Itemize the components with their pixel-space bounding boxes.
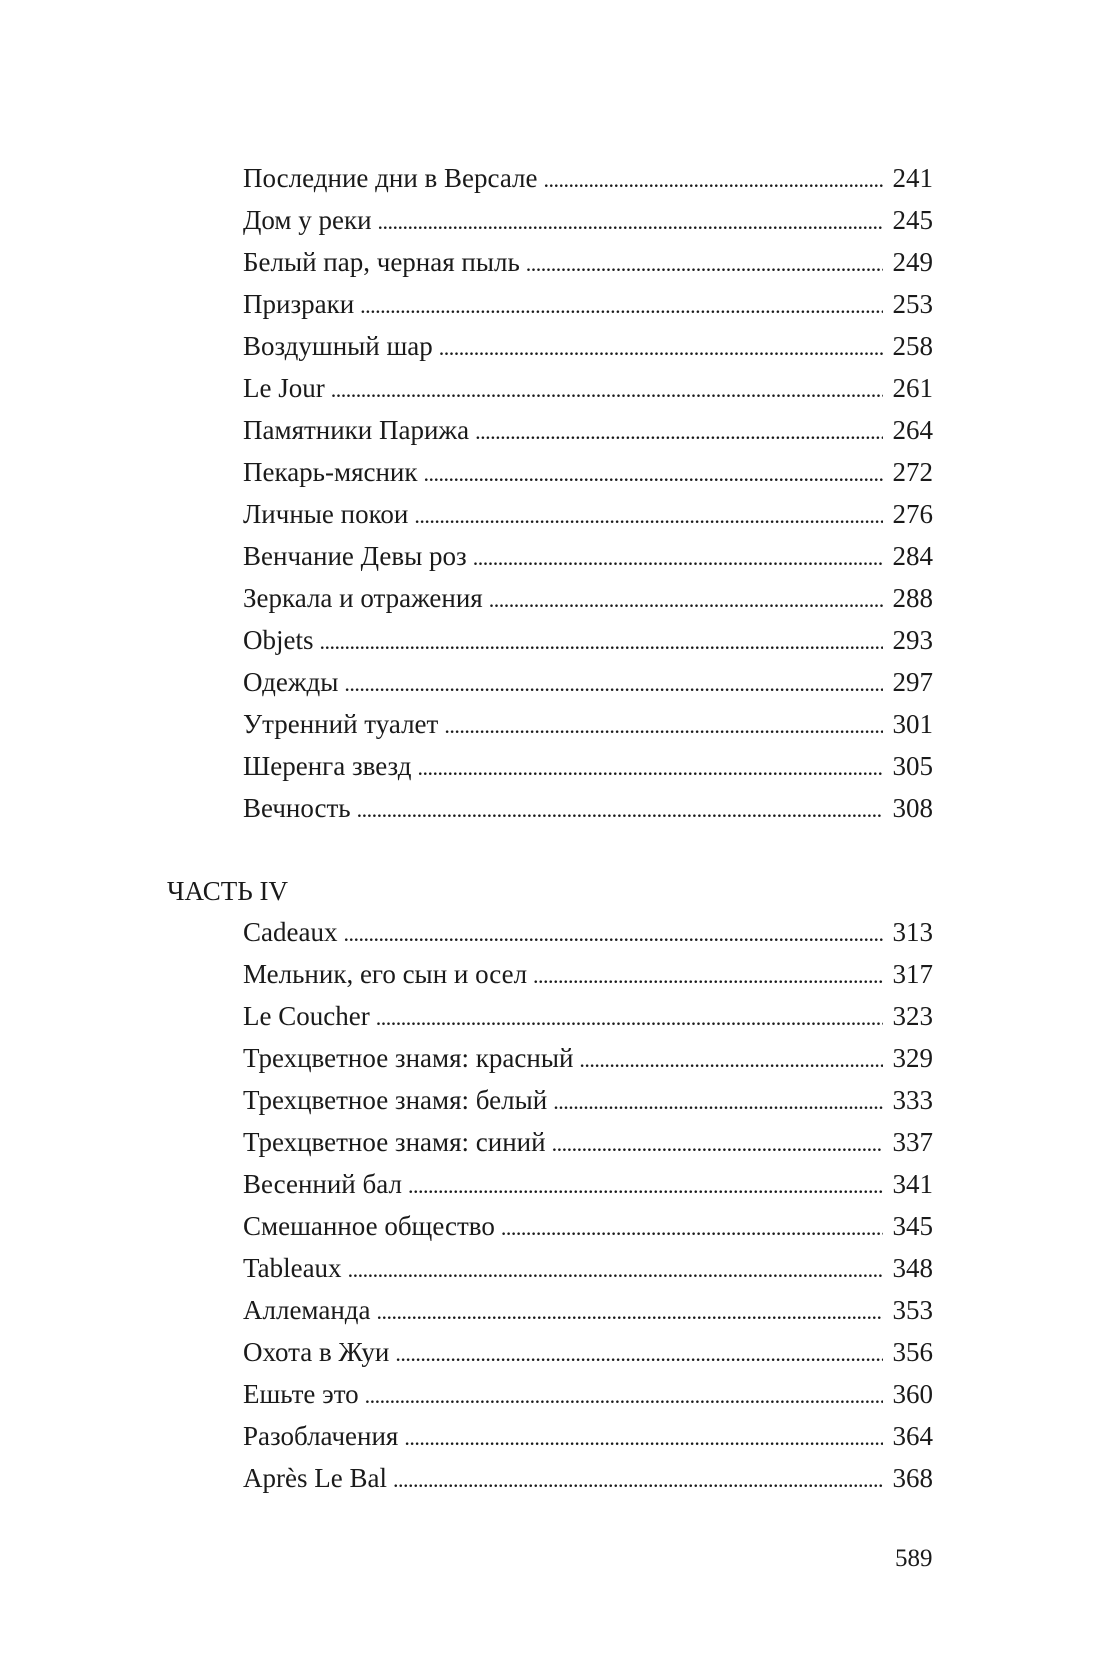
toc-entry-page: 253 — [892, 289, 933, 319]
dot-leader — [533, 956, 883, 996]
toc-entry-page: 323 — [892, 1001, 933, 1031]
toc-entry-page: 284 — [892, 541, 933, 571]
toc-entry-page: 345 — [892, 1211, 933, 1241]
dot-leader — [424, 454, 884, 494]
toc-entry-page: 245 — [892, 205, 933, 235]
toc-entry-title: Tableaux — [243, 1253, 342, 1283]
toc-entry-page: 305 — [892, 751, 933, 781]
toc-entry[interactable] — [243, 284, 933, 324]
toc-entry-title: Личные покои — [243, 499, 409, 529]
toc-entry-page: 301 — [892, 709, 933, 739]
toc-entry-title: Охота в Жуи — [243, 1337, 390, 1367]
dot-leader — [552, 1124, 883, 1164]
toc-entry-page: 341 — [892, 1169, 933, 1199]
dot-leader — [395, 1334, 883, 1374]
toc-entry-title: Ешьте это — [243, 1379, 359, 1409]
toc-entry[interactable] — [243, 1374, 933, 1414]
toc-entry-title: Белый пар, черная пыль — [243, 247, 520, 277]
toc-entry-page: 353 — [892, 1295, 933, 1325]
toc-entry-page: 249 — [892, 247, 933, 277]
toc-entry-title: Cadeaux — [243, 917, 338, 947]
toc-entry[interactable] — [243, 1416, 933, 1456]
toc-entry-page: 241 — [892, 163, 933, 193]
toc-entry[interactable] — [243, 326, 933, 366]
dot-leader — [393, 1460, 883, 1500]
toc-entry[interactable] — [243, 242, 933, 282]
toc-entry-page: 261 — [892, 373, 933, 403]
toc-entry-page: 308 — [892, 793, 933, 823]
toc-entry[interactable] — [243, 452, 933, 492]
toc-entry-page: 272 — [892, 457, 933, 487]
toc-entry-page: 348 — [892, 1253, 933, 1283]
toc-entry[interactable] — [243, 704, 933, 744]
toc-entry-title: Призраки — [243, 289, 355, 319]
dot-leader — [544, 160, 884, 200]
dot-leader — [501, 1208, 883, 1248]
dot-leader — [378, 202, 883, 242]
dot-leader — [357, 790, 883, 830]
toc-entry-page: 276 — [892, 499, 933, 529]
toc-entry-title: Утренний туалет — [243, 709, 439, 739]
toc-entry[interactable] — [243, 1080, 933, 1120]
toc-entry-title: Весенний бал — [243, 1169, 402, 1199]
toc-entry-page: 360 — [892, 1379, 933, 1409]
toc-entry[interactable] — [243, 746, 933, 786]
toc-entry-title: Le Coucher — [243, 1001, 370, 1031]
toc-entry-page: 264 — [892, 415, 933, 445]
toc-entry-title: Венчание Девы роз — [243, 541, 467, 571]
toc-entry[interactable] — [243, 536, 933, 576]
toc-entry-title: Мельник, его сын и осел — [243, 959, 528, 989]
toc-entry[interactable] — [243, 1248, 933, 1288]
toc-entry[interactable] — [243, 494, 933, 534]
toc-entry[interactable] — [243, 662, 933, 702]
toc-entry-title: Пекарь-мясник — [243, 457, 418, 487]
toc-entry-title: Зеркала и отражения — [243, 583, 483, 613]
toc-entry-page: 288 — [892, 583, 933, 613]
dot-leader — [489, 580, 883, 620]
toc-entry-page: 333 — [892, 1085, 933, 1115]
toc-entry-title: Последние дни в Версале — [243, 163, 538, 193]
toc-entry[interactable] — [243, 1164, 933, 1204]
toc-entry[interactable] — [243, 620, 933, 660]
part-heading: ЧАСТЬ IV — [167, 876, 288, 906]
toc-entry-title: Après Le Bal — [243, 1463, 387, 1493]
toc-entry[interactable] — [243, 410, 933, 450]
toc-entry-title: Трехцветное знамя: синий — [243, 1127, 546, 1157]
dot-leader — [417, 748, 883, 788]
dot-leader — [376, 998, 883, 1038]
toc-entry[interactable] — [243, 1332, 933, 1372]
dot-leader — [439, 328, 883, 368]
dot-leader — [331, 370, 883, 410]
dot-leader — [404, 1418, 883, 1458]
toc-entry[interactable] — [243, 578, 933, 618]
dot-leader — [377, 1292, 884, 1332]
toc-entry-title: Одежды — [243, 667, 339, 697]
toc-entry-title: Трехцветное знамя: красный — [243, 1043, 574, 1073]
page-number: 589 — [895, 1545, 933, 1572]
dot-leader — [344, 664, 883, 704]
toc-entry[interactable] — [243, 368, 933, 408]
toc-entry-page: 293 — [892, 625, 933, 655]
dot-leader — [360, 286, 883, 326]
toc-entry[interactable] — [243, 912, 933, 952]
toc-entry[interactable] — [243, 200, 933, 240]
toc-entry-title: Трехцветное знамя: белый — [243, 1085, 548, 1115]
toc-entry-title: Вечность — [243, 793, 351, 823]
dot-leader — [473, 538, 883, 578]
dot-leader — [414, 496, 883, 536]
toc-entry[interactable] — [243, 954, 933, 994]
dot-leader — [444, 706, 883, 746]
toc-entry[interactable] — [243, 1458, 933, 1498]
dot-leader — [526, 244, 883, 284]
toc-entry-page: 364 — [892, 1421, 933, 1451]
toc-entry-page: 297 — [892, 667, 933, 697]
toc-entry-title: Смешанное общество — [243, 1211, 495, 1241]
toc-entry[interactable] — [243, 1122, 933, 1162]
toc-entry-page: 317 — [892, 959, 933, 989]
dot-leader — [348, 1250, 883, 1290]
toc-entry[interactable] — [243, 1038, 933, 1078]
toc-entry-title: Objets — [243, 625, 314, 655]
toc-entry-page: 313 — [892, 917, 933, 947]
dot-leader — [475, 412, 883, 452]
dot-leader — [553, 1082, 883, 1122]
toc-entry-page: 368 — [892, 1463, 933, 1493]
toc-entry[interactable] — [243, 788, 933, 828]
toc-entry[interactable] — [243, 158, 933, 198]
toc-entry-title: Дом у реки — [243, 205, 372, 235]
toc-entry[interactable] — [243, 1290, 933, 1330]
dot-leader — [408, 1166, 883, 1206]
dot-leader — [320, 622, 884, 662]
dot-leader — [579, 1040, 883, 1080]
toc-entry-page: 329 — [892, 1043, 933, 1073]
toc-entry-title: Аллеманда — [243, 1295, 371, 1325]
toc-entry-title: Воздушный шар — [243, 331, 433, 361]
toc-entry[interactable] — [243, 1206, 933, 1246]
toc-entry-page: 337 — [892, 1127, 933, 1157]
toc-entry-title: Le Jour — [243, 373, 325, 403]
toc-entry[interactable] — [243, 996, 933, 1036]
dot-leader — [343, 914, 883, 954]
toc-entry-title: Шеренга звезд — [243, 751, 412, 781]
toc-entry-page: 356 — [892, 1337, 933, 1367]
toc-entry-page: 258 — [892, 331, 933, 361]
toc-entry-title: Памятники Парижа — [243, 415, 470, 445]
dot-leader — [365, 1376, 883, 1416]
toc-entry-title: Разоблачения — [243, 1421, 399, 1451]
